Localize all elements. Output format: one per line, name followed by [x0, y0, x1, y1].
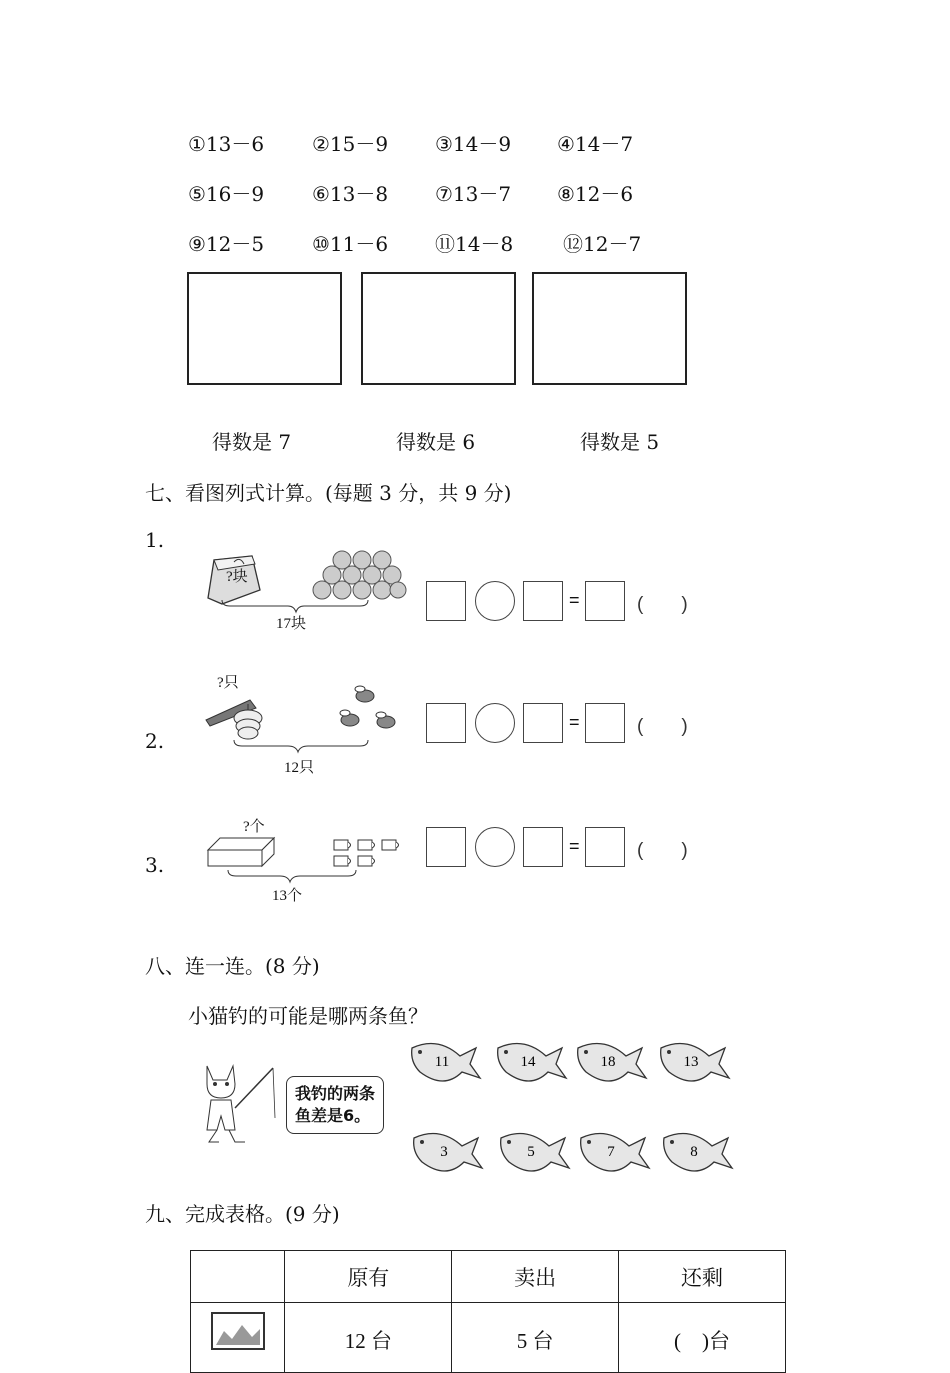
equals-sign: =: [569, 712, 580, 732]
problem-number: 3.: [145, 853, 165, 877]
result-box[interactable]: [585, 703, 625, 743]
problem-number: 2.: [145, 729, 165, 753]
fish-eye: [507, 1140, 511, 1144]
answer-box-6[interactable]: [361, 272, 516, 385]
result-box[interactable]: [585, 827, 625, 867]
fish-eye: [504, 1050, 508, 1054]
expression: ⑩11－6: [312, 232, 389, 256]
answer-parens[interactable]: ( ): [637, 840, 688, 861]
operator-circle[interactable]: [475, 827, 515, 867]
bread-pile-icon: [313, 551, 406, 599]
cat-fishing-icon: [195, 1058, 285, 1153]
fish-number: 8: [690, 1144, 698, 1160]
tv-icon: [210, 1311, 266, 1351]
fish-body: [501, 1134, 569, 1172]
total-label: 13个: [272, 888, 303, 904]
table-cell: 12 台: [285, 1303, 452, 1373]
cup-icon: [334, 840, 399, 866]
fish-icon[interactable]: [497, 1128, 573, 1182]
table-header: 原有: [285, 1251, 452, 1303]
fish-eye: [587, 1140, 591, 1144]
fish-body: [581, 1134, 649, 1172]
table-corner-cell: [191, 1251, 285, 1303]
fish-number: 14: [520, 1054, 536, 1070]
expression: ①13－6: [188, 132, 265, 156]
operator-circle[interactable]: [475, 703, 515, 743]
section-title: 七、看图列式计算。(每题 3 分，共 9 分): [145, 481, 512, 505]
fish-eye: [420, 1140, 424, 1144]
table-header: 卖出: [452, 1251, 619, 1303]
fish-number: 5: [527, 1144, 535, 1160]
fish-icon[interactable]: [494, 1038, 570, 1092]
operand-box[interactable]: [523, 703, 563, 743]
table-cell: 5 台: [452, 1303, 619, 1373]
unknown-label: ?个: [243, 819, 265, 835]
equals-sign: =: [569, 836, 580, 856]
fish-eye: [584, 1050, 588, 1054]
operand-box[interactable]: [523, 581, 563, 621]
section-title: 九、完成表格。(9 分): [145, 1202, 340, 1226]
fish-icon[interactable]: [657, 1038, 733, 1092]
fish-body: [414, 1134, 482, 1172]
fish-icon[interactable]: [410, 1128, 486, 1182]
fish-body: [664, 1134, 732, 1172]
answer-box-5[interactable]: [532, 272, 687, 385]
bee-icon: [340, 686, 395, 728]
speech-line: 我钓的两条: [295, 1084, 376, 1103]
section-title: 八、连一连。(8 分): [145, 954, 320, 978]
fish-number: 11: [434, 1054, 450, 1070]
operand-box[interactable]: [426, 581, 466, 621]
fish-icon[interactable]: [660, 1128, 736, 1182]
total-label: 17块: [276, 616, 307, 632]
item-picture-cell: [191, 1303, 285, 1373]
operand-box[interactable]: [426, 827, 466, 867]
fish-eye: [667, 1050, 671, 1054]
expression: ⑤16－9: [188, 182, 265, 206]
fish-number: 7: [607, 1144, 615, 1160]
fish-number: 13: [683, 1054, 699, 1070]
table-cell[interactable]: ( )台: [618, 1303, 785, 1373]
box-icon: [208, 838, 274, 866]
equals-sign: =: [569, 590, 580, 610]
answer-parens[interactable]: ( ): [637, 716, 688, 737]
fish-eye: [670, 1140, 674, 1144]
fish-number: 3: [440, 1144, 448, 1160]
operand-box[interactable]: [426, 703, 466, 743]
beehive-icon: [206, 700, 262, 739]
expression: ④14－7: [557, 132, 634, 156]
fish-eye: [418, 1050, 422, 1054]
expression: ⑫12－7: [563, 232, 642, 256]
cups-picture: [200, 830, 410, 890]
expression: ②15－9: [312, 132, 389, 156]
result-box[interactable]: [585, 581, 625, 621]
question-text: 小猫钓的可能是哪两条鱼？: [188, 1004, 428, 1028]
inventory-table: [190, 1250, 786, 1373]
expression: ⑧12－6: [557, 182, 634, 206]
speech-bubble: [286, 1076, 384, 1134]
expression: ⑨12－5: [188, 232, 265, 256]
problem-number: 1.: [145, 528, 165, 552]
table-header: 还剩: [618, 1251, 785, 1303]
expression: ⑪14－8: [435, 232, 514, 256]
result-label: 得数是 6: [396, 430, 476, 454]
result-label: 得数是 5: [580, 430, 660, 454]
unknown-label: ?只: [217, 675, 239, 691]
fish-icon[interactable]: [577, 1128, 653, 1182]
expression: ⑥13－8: [312, 182, 389, 206]
operator-circle[interactable]: [475, 581, 515, 621]
expression: ⑦13－7: [435, 182, 512, 206]
speech-line: 鱼差是6。: [295, 1106, 371, 1125]
expression: ③14－9: [435, 132, 512, 156]
total-label: 12只: [284, 760, 315, 776]
answer-parens[interactable]: ( ): [637, 594, 688, 615]
unknown-label: ?块: [226, 569, 248, 585]
fish-number: 18: [600, 1054, 616, 1070]
fish-icon[interactable]: [574, 1038, 650, 1092]
fish-icon[interactable]: [408, 1038, 484, 1092]
result-label: 得数是 7: [212, 430, 292, 454]
operand-box[interactable]: [523, 827, 563, 867]
answer-box-7[interactable]: [187, 272, 342, 385]
